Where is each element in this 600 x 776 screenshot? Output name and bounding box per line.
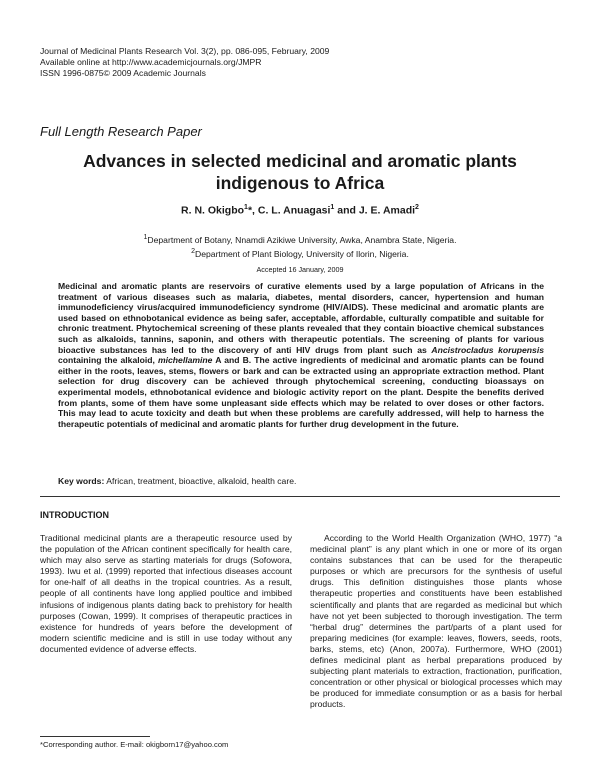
footnote-divider — [40, 736, 150, 737]
intro-left-column: Traditional medicinal plants are a therapeutic resource used by the population of the African continent specifically for health care, which may also serve as starting materials for drugs (Sofowora, 1993). Iwu et al. (1999) reported that infectious diseases account for one-half of all deaths in the tropical countries. As a result, people of all continents have long applied poultice and imbibed infusions of indigenous plants dating back to prehistory for health purposes (Cowan, 1999). It comprises of therapeutic practices in existence for hundreds of years before the development of modern scientific medicine and is still in use today without any documented evidence of adverse effects. — [40, 533, 292, 654]
affiliation-2 — [40, 246, 560, 260]
author-1: R. N. Okigbo — [181, 204, 245, 217]
journal-url: Available online at http://www.academicjournals.org/JMPR — [40, 57, 262, 67]
abstract-part-1: Medicinal and aromatic plants are reservoirs of curative elements used by a large population of Africans in the treatment of various diseases such as malaria, diabetes, mental disorders, cancer, hypertension and human immunodeficiency virus/acquired immunodeficiency syndrome (HIV/AIDS). These medicinal and aromatic plants are used based on ethnobotanical evidence as being safer, acceptable, affordable, culturally compatible and suitable for chronic treatment. Phytochemical screening of these plants revealed that they contain bioactive chemical substances such as alkaloids, tannins, saponin, and others with therapeutic potentials. The screening of plants for various bioactive substances has led to the discovery of anti HIV drugs from plant such as — [58, 281, 544, 355]
paper-title — [40, 150, 560, 194]
authors — [40, 204, 560, 217]
title-line-2: indigenous to Africa — [215, 173, 385, 193]
affiliations — [40, 232, 560, 260]
abstract-species: Ancistrocladus korupensis — [431, 344, 544, 355]
affiliation-1 — [40, 232, 560, 246]
affiliation-2-number: 2 — [191, 247, 196, 255]
journal-citation: Journal of Medicinal Plants Research Vol. 3(2), pp. 086-095, February, 2009 — [40, 46, 330, 56]
title-line-1: Advances in selected medicinal and aromatic plants — [83, 151, 517, 171]
affiliation-1-text: Department of Botany, Nnamdi Azikiwe University, Awka, Anambra State, Nigeria. — [147, 234, 457, 245]
keywords-text: African, treatment, bioactive, alkaloid, health care. — [104, 476, 297, 486]
abstract-part-2: containing the alkaloid, — [58, 355, 158, 366]
author-1-affil: 1 — [244, 204, 248, 211]
section-divider — [40, 496, 560, 497]
accepted-date: Accepted 16 January, 2009 — [256, 265, 344, 274]
journal-header — [40, 46, 329, 79]
author-2: , C. L. Anuagasi — [252, 204, 331, 217]
journal-issn: ISSN 1996-0875© 2009 Academic Journals — [40, 68, 206, 78]
author-1-corresponding-mark: * — [247, 204, 253, 217]
abstract — [58, 281, 544, 429]
section-title-introduction: INTRODUCTION — [40, 510, 109, 520]
abstract-compound: michellamine — [158, 355, 213, 366]
author-3: and J. E. Amadi — [334, 204, 416, 217]
affiliation-1-number: 1 — [143, 234, 148, 241]
author-3-affil: 2 — [415, 204, 419, 211]
keywords-label: Key words: — [58, 476, 105, 486]
author-2-affil: 1 — [330, 204, 335, 211]
corresponding-author-footnote: *Corresponding author. E-mail: okigborn17@yahoo.com — [40, 740, 229, 749]
keywords — [58, 476, 544, 486]
paper-type: Full Length Research Paper — [40, 124, 202, 139]
intro-right-column: According to the World Health Organization (WHO, 1977) “a medicinal plant” is any plant which in one or more of its organ contains substances that can be used for the therapeutic purposes or which are precursors for the synthesis of useful drugs. This definition distinguishes those plants whose therapeutic properties and constituents have been established scientifically and plants that are regarded as medicinal but which have not yet been subjected to thorough investigation. The term “herbal drug” determines the part/parts of a plant used for preparing medicines (for example: leaves, flowers, seeds, roots, barks, stems, etc) (Anon, 2007a). Furthermore, WHO (2001) defines medicinal plant as herbal preparations produced by subjecting plant materials to extraction, fractionation, purification, concentration or other physical or biological processes which may be produced for immediate consumption or as a basis for herbal products. — [310, 533, 562, 710]
abstract-part-3: A and B. The active ingredients of medicinal and aromatic plants can be found either in the roots, leaves, stems, flowers or bark and can be extracted using an appropriate extraction method. Plant selection for drug discovery can be achieved through phytochemical screening, conducting bioassays on experimental models, ethnobotanical evidence and biologic activity report on the plant. Despite the benefits derived from plants, some of them have some unpleasant side effects which may be related to over doses or other factors. This may lead to acute toxicity and death but when these problems are carefully addressed, will help to harness the therapeutic potentials of medicinal and aromatic plants for further drug development in the future. — [58, 355, 544, 429]
affiliation-2-text: Department of Plant Biology, University of Ilorin, Nigeria. — [195, 248, 409, 259]
